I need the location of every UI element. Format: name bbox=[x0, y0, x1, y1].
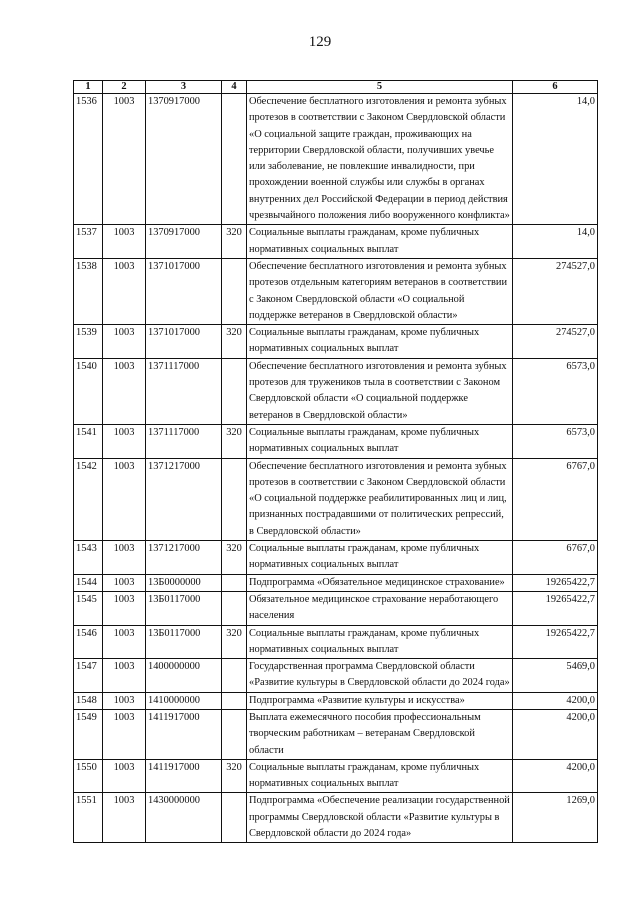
expense-type-cell bbox=[222, 574, 247, 591]
target-article-cell: 1371017000 bbox=[146, 258, 222, 324]
section-code-cell: 1003 bbox=[103, 325, 146, 359]
table-header-row bbox=[74, 81, 598, 94]
item-name-cell: Подпрограмма «Развитие культуры и искусства» bbox=[247, 692, 513, 709]
table-row bbox=[74, 94, 598, 225]
row-number-cell: 1544 bbox=[74, 574, 103, 591]
amount-cell: 19265422,7 bbox=[513, 574, 598, 591]
row-number-cell: 1545 bbox=[74, 591, 103, 625]
budget-table bbox=[73, 80, 598, 843]
amount-cell: 19265422,7 bbox=[513, 591, 598, 625]
column-header: 3 bbox=[146, 81, 222, 94]
expense-type-cell bbox=[222, 692, 247, 709]
table-row bbox=[74, 591, 598, 625]
item-name-cell: Выплата ежемесячного пособия профессиональным творческим работникам – ветеранам Свердловской области bbox=[247, 709, 513, 759]
amount-cell: 6767,0 bbox=[513, 541, 598, 575]
section-code-cell: 1003 bbox=[103, 424, 146, 458]
item-name-cell: Государственная программа Свердловской области «Развитие культуры в Свердловской области до 2024 года» bbox=[247, 659, 513, 693]
section-code-cell: 1003 bbox=[103, 591, 146, 625]
page-number: 129 bbox=[308, 34, 332, 50]
row-number-cell: 1550 bbox=[74, 759, 103, 793]
expense-type-cell bbox=[222, 793, 247, 843]
section-code-cell: 1003 bbox=[103, 225, 146, 259]
section-code-cell: 1003 bbox=[103, 258, 146, 324]
target-article-cell: 1411917000 bbox=[146, 759, 222, 793]
column-header: 6 bbox=[513, 81, 598, 94]
row-number-cell: 1542 bbox=[74, 458, 103, 540]
row-number-cell: 1548 bbox=[74, 692, 103, 709]
target-article-cell: 1410000000 bbox=[146, 692, 222, 709]
section-code-cell: 1003 bbox=[103, 709, 146, 759]
expense-type-cell: 320 bbox=[222, 225, 247, 259]
section-code-cell: 1003 bbox=[103, 574, 146, 591]
item-name-cell: Социальные выплаты гражданам, кроме публичных нормативных социальных выплат bbox=[247, 424, 513, 458]
amount-cell: 14,0 bbox=[513, 94, 598, 225]
item-name-cell: Обеспечение бесплатного изготовления и ремонта зубных протезов в соответствии с Законом Свердловской области «О социальной поддержке реабилитированных лиц и лиц, признанных пострадавшими от политических репрессий, в Свердловской области» bbox=[247, 458, 513, 540]
target-article-cell: 1371217000 bbox=[146, 541, 222, 575]
section-code-cell: 1003 bbox=[103, 94, 146, 225]
section-code-cell: 1003 bbox=[103, 659, 146, 693]
section-code-cell: 1003 bbox=[103, 458, 146, 540]
target-article-cell: 13Б0117000 bbox=[146, 625, 222, 659]
row-number-cell: 1551 bbox=[74, 793, 103, 843]
item-name-cell: Подпрограмма «Обеспечение реализации государственной программы Свердловской области «Развитие культуры в Свердловской области до 2024 года» bbox=[247, 793, 513, 843]
section-code-cell: 1003 bbox=[103, 759, 146, 793]
row-number-cell: 1541 bbox=[74, 424, 103, 458]
row-number-cell: 1549 bbox=[74, 709, 103, 759]
section-code-cell: 1003 bbox=[103, 358, 146, 424]
section-code-cell: 1003 bbox=[103, 625, 146, 659]
table-row bbox=[74, 692, 598, 709]
target-article-cell: 1370917000 bbox=[146, 225, 222, 259]
amount-cell: 6573,0 bbox=[513, 358, 598, 424]
target-article-cell: 1411917000 bbox=[146, 709, 222, 759]
row-number-cell: 1536 bbox=[74, 94, 103, 225]
section-code-cell: 1003 bbox=[103, 793, 146, 843]
column-header: 2 bbox=[103, 81, 146, 94]
target-article-cell: 1371117000 bbox=[146, 358, 222, 424]
amount-cell: 4200,0 bbox=[513, 709, 598, 759]
amount-cell: 1269,0 bbox=[513, 793, 598, 843]
row-number-cell: 1537 bbox=[74, 225, 103, 259]
amount-cell: 274527,0 bbox=[513, 325, 598, 359]
row-number-cell: 1538 bbox=[74, 258, 103, 324]
table-row bbox=[74, 225, 598, 259]
item-name-cell: Обеспечение бесплатного изготовления и ремонта зубных протезов в соответствии с Законом Свердловской области «О социальной защите граждан, проживающих на территории Свердловской области, получивших увечье или заболевание, не повлекшие инвалидности, при прохождении военной службы или службы в органах внутренних дел Российской Федерации в период действия чрезвычайного положения либо вооруженного конфликта» bbox=[247, 94, 513, 225]
target-article-cell: 1430000000 bbox=[146, 793, 222, 843]
section-code-cell: 1003 bbox=[103, 541, 146, 575]
table-row bbox=[74, 458, 598, 540]
expense-type-cell: 320 bbox=[222, 625, 247, 659]
expense-type-cell bbox=[222, 258, 247, 324]
amount-cell: 6767,0 bbox=[513, 458, 598, 540]
table-row bbox=[74, 424, 598, 458]
row-number-cell: 1547 bbox=[74, 659, 103, 693]
table-row bbox=[74, 793, 598, 843]
row-number-cell: 1543 bbox=[74, 541, 103, 575]
item-name-cell: Социальные выплаты гражданам, кроме публичных нормативных социальных выплат bbox=[247, 759, 513, 793]
item-name-cell: Социальные выплаты гражданам, кроме публичных нормативных социальных выплат bbox=[247, 325, 513, 359]
row-number-cell: 1546 bbox=[74, 625, 103, 659]
amount-cell: 4200,0 bbox=[513, 692, 598, 709]
expense-type-cell bbox=[222, 94, 247, 225]
amount-cell: 4200,0 bbox=[513, 759, 598, 793]
table-row bbox=[74, 709, 598, 759]
expense-type-cell: 320 bbox=[222, 424, 247, 458]
table-row bbox=[74, 358, 598, 424]
amount-cell: 274527,0 bbox=[513, 258, 598, 324]
target-article-cell: 1370917000 bbox=[146, 94, 222, 225]
expense-type-cell bbox=[222, 709, 247, 759]
target-article-cell: 1371217000 bbox=[146, 458, 222, 540]
row-number-cell: 1540 bbox=[74, 358, 103, 424]
table-row bbox=[74, 659, 598, 693]
amount-cell: 5469,0 bbox=[513, 659, 598, 693]
table-row bbox=[74, 258, 598, 324]
expense-type-cell: 320 bbox=[222, 541, 247, 575]
expense-type-cell bbox=[222, 591, 247, 625]
item-name-cell: Социальные выплаты гражданам, кроме публичных нормативных социальных выплат bbox=[247, 625, 513, 659]
section-code-cell: 1003 bbox=[103, 692, 146, 709]
target-article-cell: 1371117000 bbox=[146, 424, 222, 458]
expense-type-cell bbox=[222, 458, 247, 540]
table-row bbox=[74, 625, 598, 659]
expense-type-cell bbox=[222, 659, 247, 693]
expense-type-cell bbox=[222, 358, 247, 424]
column-header: 4 bbox=[222, 81, 247, 94]
table-row bbox=[74, 574, 598, 591]
target-article-cell: 1400000000 bbox=[146, 659, 222, 693]
target-article-cell: 13Б0117000 bbox=[146, 591, 222, 625]
table-row bbox=[74, 759, 598, 793]
item-name-cell: Социальные выплаты гражданам, кроме публичных нормативных социальных выплат bbox=[247, 225, 513, 259]
table-row bbox=[74, 541, 598, 575]
row-number-cell: 1539 bbox=[74, 325, 103, 359]
item-name-cell: Подпрограмма «Обязательное медицинское страхование» bbox=[247, 574, 513, 591]
amount-cell: 19265422,7 bbox=[513, 625, 598, 659]
item-name-cell: Обеспечение бесплатного изготовления и ремонта зубных протезов отдельным категориям ветеранов в соответствии с Законом Свердловской области «О социальной поддержке ветеранов в Свердловской области» bbox=[247, 258, 513, 324]
expense-type-cell: 320 bbox=[222, 759, 247, 793]
target-article-cell: 13Б0000000 bbox=[146, 574, 222, 591]
column-header: 5 bbox=[247, 81, 513, 94]
target-article-cell: 1371017000 bbox=[146, 325, 222, 359]
amount-cell: 6573,0 bbox=[513, 424, 598, 458]
expense-type-cell: 320 bbox=[222, 325, 247, 359]
item-name-cell: Социальные выплаты гражданам, кроме публичных нормативных социальных выплат bbox=[247, 541, 513, 575]
amount-cell: 14,0 bbox=[513, 225, 598, 259]
item-name-cell: Обеспечение бесплатного изготовления и ремонта зубных протезов для тружеников тыла в соответствии с Законом Свердловской области «О социальной поддержке ветеранов в Свердловской области» bbox=[247, 358, 513, 424]
column-header: 1 bbox=[74, 81, 103, 94]
item-name-cell: Обязательное медицинское страхование неработающего населения bbox=[247, 591, 513, 625]
table-row bbox=[74, 325, 598, 359]
